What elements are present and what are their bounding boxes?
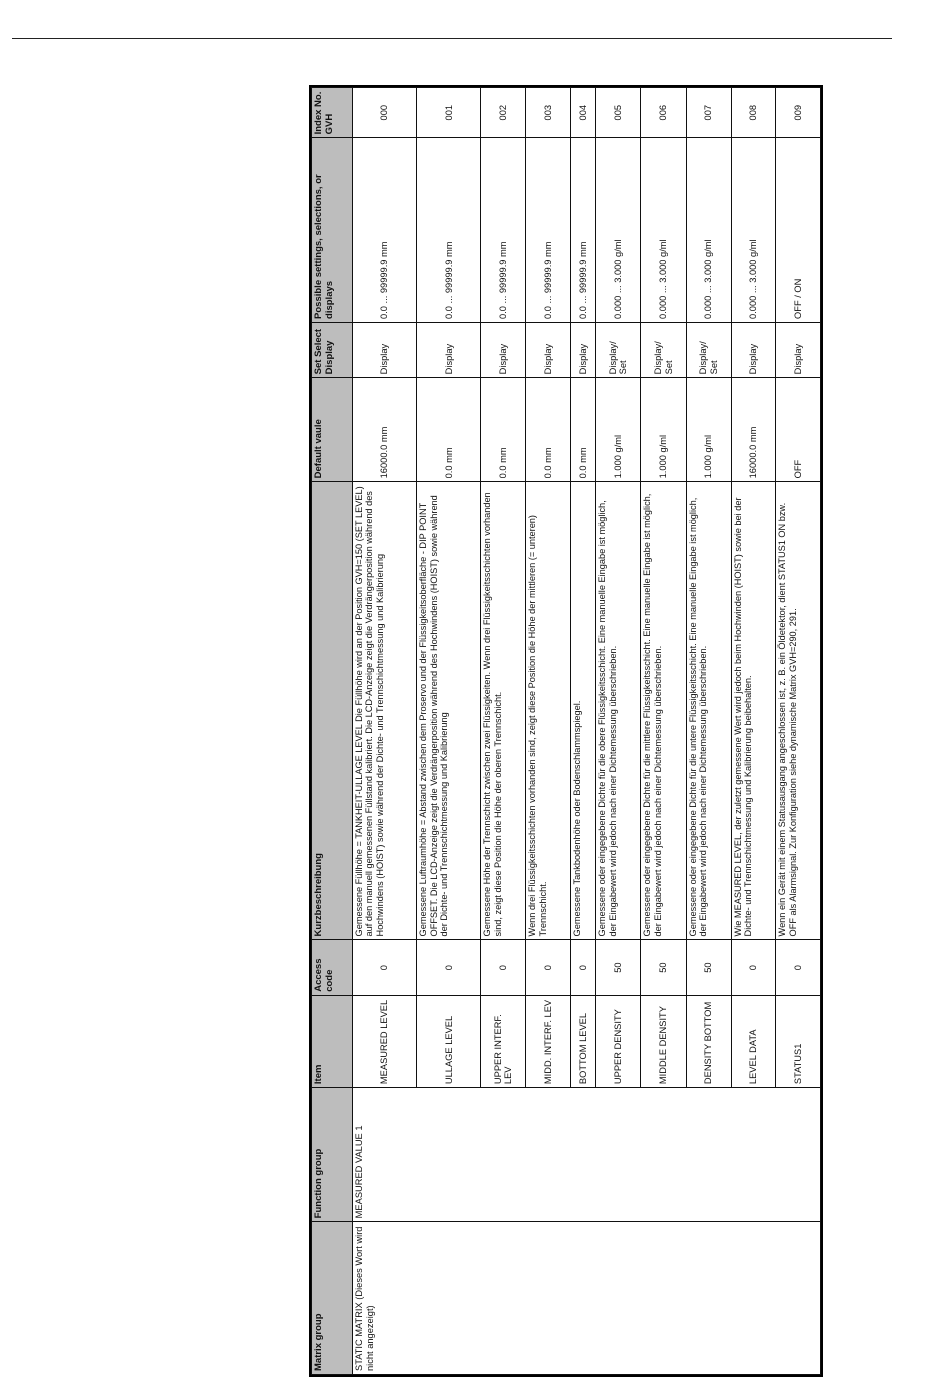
item-cell: BOTTOM LEVEL [571, 995, 596, 1087]
range-cell: 0.000 ... 3.000 g/ml [641, 138, 686, 323]
header-access-code: Access code [312, 940, 353, 995]
item-cell: UPPER DENSITY [596, 995, 641, 1087]
range-cell: 0.0 ... 99999.9 mm [353, 138, 417, 323]
mode-cell: Display [571, 322, 596, 377]
description-cell: Gemessene Luftraumhöhe = Abstand zwischen dem Proservo und der Flüssigkeitsoberfläche - DIP POINT OFFSET. Die LCD-Anzeige zeigt die Verdrängerposition während des Hochwindens (HOIST) sowie während der Dichte- und Trennschichtmessung und Kalibrierung [417, 482, 481, 940]
table-row [353, 88, 417, 1375]
default-value-cell: 16000.0 mm [353, 378, 417, 482]
default-value-cell: 0.0 mm [526, 378, 571, 482]
access-code-cell: 0 [571, 940, 596, 995]
header-possible-settings: Possible settings, selections, or displays [312, 138, 353, 323]
mode-cell: Display [776, 322, 821, 377]
default-value-cell: 16000.0 mm [731, 378, 776, 482]
header-default-value: Default vaule [312, 378, 353, 482]
access-code-cell: 0 [526, 940, 571, 995]
header-row [312, 88, 353, 1375]
item-cell: ULLAGE LEVEL [417, 995, 481, 1087]
mode-cell: Display/ Set [596, 322, 641, 377]
index-cell: 000 [353, 88, 417, 138]
index-cell: 001 [417, 88, 481, 138]
rotated-table-container [311, 87, 821, 1375]
matrix-group-cell: STATIC MATRIX (Dieses Wort wird nicht angezeigt) [353, 1222, 821, 1375]
index-cell: 003 [526, 88, 571, 138]
range-cell: 0.0 ... 99999.9 mm [417, 138, 481, 323]
index-cell: 004 [571, 88, 596, 138]
index-cell: 006 [641, 88, 686, 138]
description-cell: Wenn drei Flüssigkeitsschichten vorhanden sind, zeigt diese Position die Höhe der mittleren (= unteren) Trennschicht. [526, 482, 571, 940]
mode-cell: Display/ Set [641, 322, 686, 377]
access-code-cell: 0 [731, 940, 776, 995]
default-value-cell: 0.0 mm [481, 378, 526, 482]
item-cell: UPPER INTERF. LEV [481, 995, 526, 1087]
mode-cell: Display [353, 322, 417, 377]
item-cell: MIDD. INTERF. LEV [526, 995, 571, 1087]
range-cell: 0.000 ... 3.000 g/ml [596, 138, 641, 323]
description-cell: Wenn ein Gerät mit einem Statusausgang angeschlossen ist, z. B. ein Öldetektor, dient STATUS1 ON bzw. OFF als Alarmsignal. Zur Konfiguration siehe dynamische Matrix GVH=290, 291. [776, 482, 821, 940]
description-cell: Gemessene oder eingegebene Dichte für die untere Flüssigkeitsschicht. Eine manuelle Eingabe ist möglich, der Eingabewert wird jedoch nach einer Dichtemessung überschrieben. [686, 482, 731, 940]
access-code-cell: 0 [353, 940, 417, 995]
access-code-cell: 0 [776, 940, 821, 995]
description-cell: Gemessene Füllhöhe = TANKHEIT-ULLAGE LEVEL Die Füllhöhe wird an der Position GVH=150 (SET LEVEL) auf den manuell gemessenen Füllstand kalibriert. Die LCD-Anzeige zeigt die Verdrängerposition während des Hochwindens (HOIST) sowie während der Dichte- und Trennschichtmessung und Kalibrierung [353, 482, 417, 940]
mode-cell: Display [526, 322, 571, 377]
access-code-cell: 50 [686, 940, 731, 995]
index-cell: 005 [596, 88, 641, 138]
item-cell: DENSITY BOTTOM [686, 995, 731, 1087]
range-cell: 0.000 ... 3.000 g/ml [686, 138, 731, 323]
access-code-cell: 0 [481, 940, 526, 995]
range-cell: OFF / ON [776, 138, 821, 323]
item-cell: MIDDLE DENSITY [641, 995, 686, 1087]
function-group-cell: MEASURED VALUE 1 [353, 1088, 821, 1222]
default-value-cell: 1.000 g/ml [641, 378, 686, 482]
description-cell: Gemessene Tankbodenhöhe oder Bodenschlammspiegel. [571, 482, 596, 940]
default-value-cell: 1.000 g/ml [686, 378, 731, 482]
item-cell: MEASURED LEVEL [353, 995, 417, 1087]
access-code-cell: 50 [641, 940, 686, 995]
header-set-select-display: Set Select Display [312, 322, 353, 377]
range-cell: 0.0 ... 99999.9 mm [571, 138, 596, 323]
index-cell: 007 [686, 88, 731, 138]
index-cell: 008 [731, 88, 776, 138]
header-matrix-group: Matrix group [312, 1222, 353, 1375]
default-value-cell: 0.0 mm [571, 378, 596, 482]
mode-cell: Display [481, 322, 526, 377]
index-cell: 009 [776, 88, 821, 138]
table-body [353, 88, 821, 1375]
index-cell: 002 [481, 88, 526, 138]
item-cell: LEVEL DATA [731, 995, 776, 1087]
header-kurzbeschreibung: Kurzbeschreibung [312, 482, 353, 940]
range-cell: 0.000 ... 3.000 g/ml [731, 138, 776, 323]
default-value-cell: 1.000 g/ml [596, 378, 641, 482]
mode-cell: Display [731, 322, 776, 377]
access-code-cell: 0 [417, 940, 481, 995]
range-cell: 0.0 ... 99999.9 mm [526, 138, 571, 323]
description-cell: Gemessene oder eingegebene Dichte für die obere Flüssigkeitsschicht. Eine manuelle Eingabe ist möglich, der Eingabewert wird jedoch nach einer Dichtemessung überschrieben. [596, 482, 641, 940]
mode-cell: Display [417, 322, 481, 377]
description-cell: Gemessene Höhe der Trennschicht zwischen zwei Flüssigkeiten. Wenn drei Flüssigkeitsschichten vorhanden sind, zeigt diese Position die Höhe der oberen Trennschicht. [481, 482, 526, 940]
header-index-no: Index No. GVH [312, 88, 353, 138]
default-value-cell: OFF [776, 378, 821, 482]
parameter-table [311, 87, 821, 1375]
mode-cell: Display/ Set [686, 322, 731, 377]
header-function-group: Function group [312, 1088, 353, 1222]
header-item: Item [312, 995, 353, 1087]
parameter-table-frame [309, 85, 823, 1377]
range-cell: 0.0 ... 99999.9 mm [481, 138, 526, 323]
item-cell: STATUS1 [776, 995, 821, 1087]
access-code-cell: 50 [596, 940, 641, 995]
description-cell: Wie MEASURED LEVEL, der zuletzt gemessene Wert wird jedoch beim Hochwinden (HOIST) sowie bei der Dichte- und Trennschichtmessung und Kalibrierung beibehalten. [731, 482, 776, 940]
top-rule [12, 38, 892, 39]
description-cell: Gemessene oder eingegebene Dichte für die mittlere Flüssigkeitsschicht. Eine manuelle Eingabe ist möglich, der Eingabewert wird jedoch nach einer Dichtemessung überschrieben. [641, 482, 686, 940]
default-value-cell: 0.0 mm [417, 378, 481, 482]
